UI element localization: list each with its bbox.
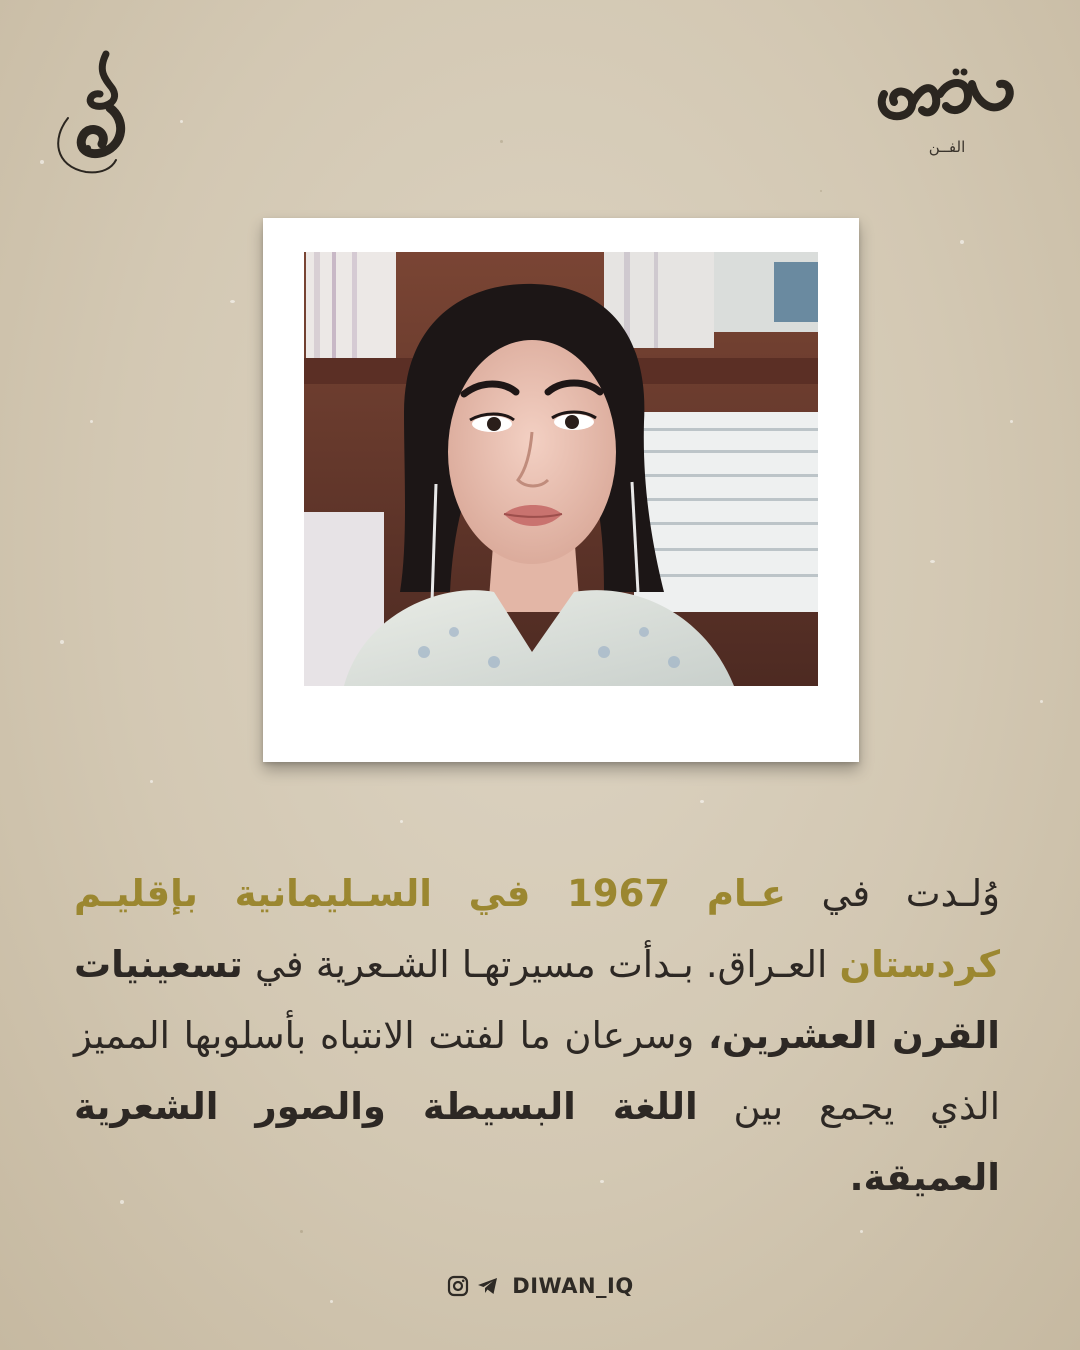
bio-text-intro: وُلـدت في <box>785 872 1000 915</box>
portrait-photo <box>304 252 818 686</box>
bio-paragraph <box>74 858 1000 1213</box>
bio-text-style: وسرعان ما لفتت الانتباه بأسلوبها المميز الذي يجمع بين <box>74 1014 1000 1128</box>
instagram-icon[interactable] <box>446 1274 470 1298</box>
social-handle[interactable]: DIWAN_IQ <box>512 1274 634 1298</box>
diwan-logo <box>872 64 1022 168</box>
telegram-icon[interactable] <box>476 1274 500 1298</box>
bio-highlight-style: اللغة البسيطة والصور الشعرية العميقة. <box>74 1085 1000 1199</box>
bio-highlight-era: تسعينيات القرن العشرين، <box>74 943 1000 1057</box>
polaroid-frame <box>263 218 859 762</box>
diwan-logo-icon <box>872 64 1022 140</box>
bio-text-career: العـراق. بـدأت مسيرتهـا الشـعرية في <box>242 943 840 986</box>
bio-highlight-birth: عـام 1967 في السـليمانية بإقليـم كردستان <box>74 872 1000 986</box>
calligraphy-mark-icon <box>46 48 138 178</box>
social-footer <box>0 1266 1080 1306</box>
logo-subtitle: الفــن <box>928 138 966 156</box>
